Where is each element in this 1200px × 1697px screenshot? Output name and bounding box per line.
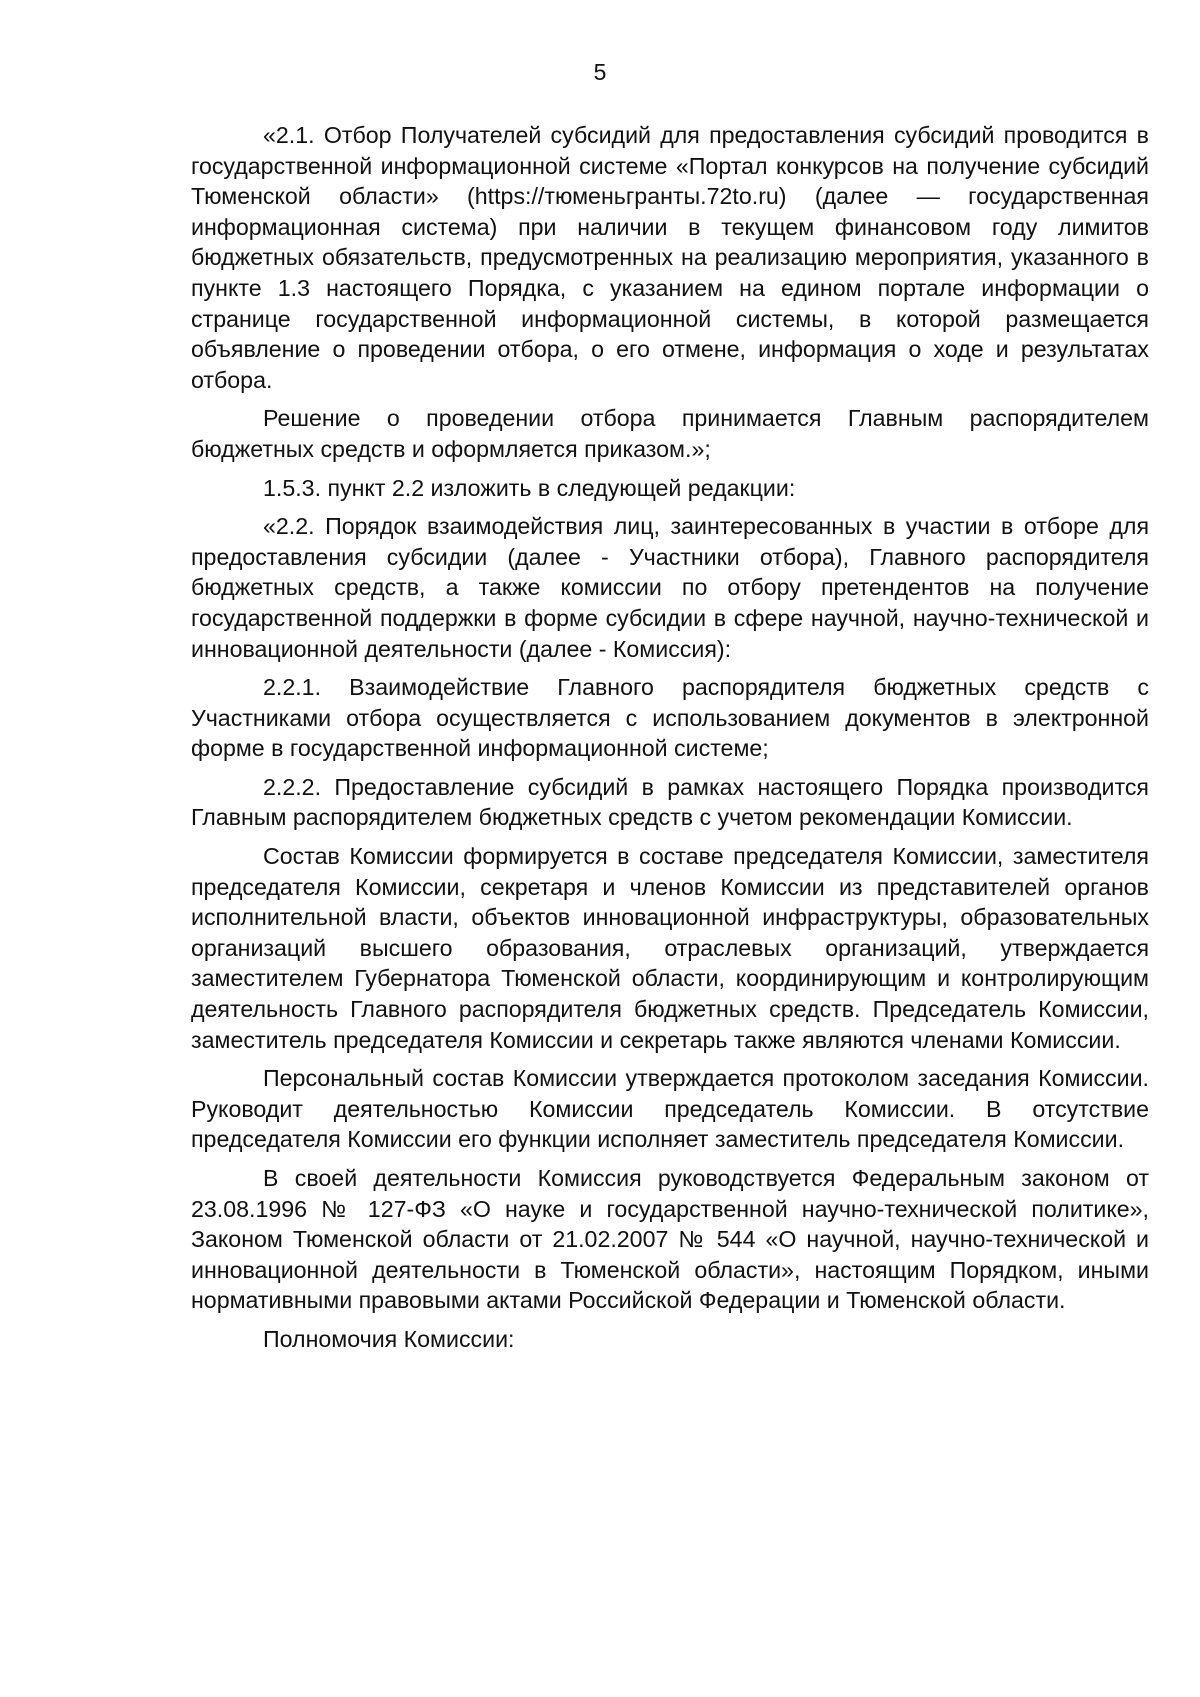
paragraph-2-1: «2.1. Отбор Получателей субсидий для предоставления субсидий проводится в государственной информационной системе «Портал конкурсов на получение субсидий Тюменской области» (https://тюменьгранты.72to.ru) (далее — государственная информационная система) при наличии в текущем финансовом году лимитов бюджетных обязательств, предусмотренных на реализацию мероприятия, указанного в пункте 1.3 настоящего Порядка, с указанием на едином портале информации о странице государственной информационной системы, в которой размещается объявление о проведении отбора, о его отмене, информация о ходе и результатах отбора. [191, 122, 1149, 393]
document-body [191, 120, 1149, 1363]
page-number: 5 [593, 59, 607, 85]
paragraph-1-5-3: 1.5.3. пункт 2.2 изложить в следующей редакции: [263, 474, 796, 501]
paragraph-commission-composition: Состав Комиссии формируется в составе председателя Комиссии, заместителя председателя Комиссии, секретаря и членов Комиссии из представителей органов исполнительной власти, объектов инновационной инфраструктуры, образовательных организаций высшего образования, отраслевых организаций, утверждается заместителем Губернатора Тюменской области, координирующим и контролирующим деятельность Главного распорядителя бюджетных средств. Председатель Комиссии, заместитель председателя Комиссии и секретарь также являются членами Комиссии. [191, 843, 1149, 1053]
paragraph-2-2-2: 2.2.2. Предоставление субсидий в рамках настоящего Порядка производится Главным распорядителем бюджетных средств с учетом рекомендации Комиссии. [191, 773, 1149, 831]
paragraph-decision: Решение о проведении отбора принимается Главным распорядителем бюджетных средств и оформляется приказом.»; [191, 405, 1149, 462]
paragraph-2-2: «2.2. Порядок взаимодействия лиц, заинтересованных в участии в отборе для предоставления субсидии (далее - Участники отбора), Главного распорядителя бюджетных средств, а также комиссии по отбору претендентов на получение государственной поддержки в форме субсидии в сфере научной, научно-технической и инновационной деятельности (далее - Комиссия): [191, 513, 1149, 662]
paragraph-powers-heading: Полномочия Комиссии: [263, 1325, 515, 1352]
paragraph-2-2-1: 2.2.1. Взаимодействие Главного распорядителя бюджетных средств с Участниками отбора осуществляется с использованием документов в электронной форме в государственной информационной системе; [191, 674, 1149, 762]
paragraph-personal-composition: Персональный состав Комиссии утверждается протоколом заседания Комиссии. Руководит деятельностью Комиссии председатель Комиссии. В отсутствие председателя Комиссии его функции исполняет заместитель председателя Комиссии. [191, 1065, 1149, 1153]
paragraph-legal-basis: В своей деятельности Комиссия руководствуется Федеральным законом от 23.08.1996 № 127-ФЗ «О науке и государственной научно-технической политике», Законом Тюменской области от 21.02.2007 № 544 «О научной, научно-технической и инновационной деятельности в Тюменской области», настоящим Порядком, иными нормативными правовыми актами Российской Федерации и Тюменской области. [191, 1165, 1149, 1314]
